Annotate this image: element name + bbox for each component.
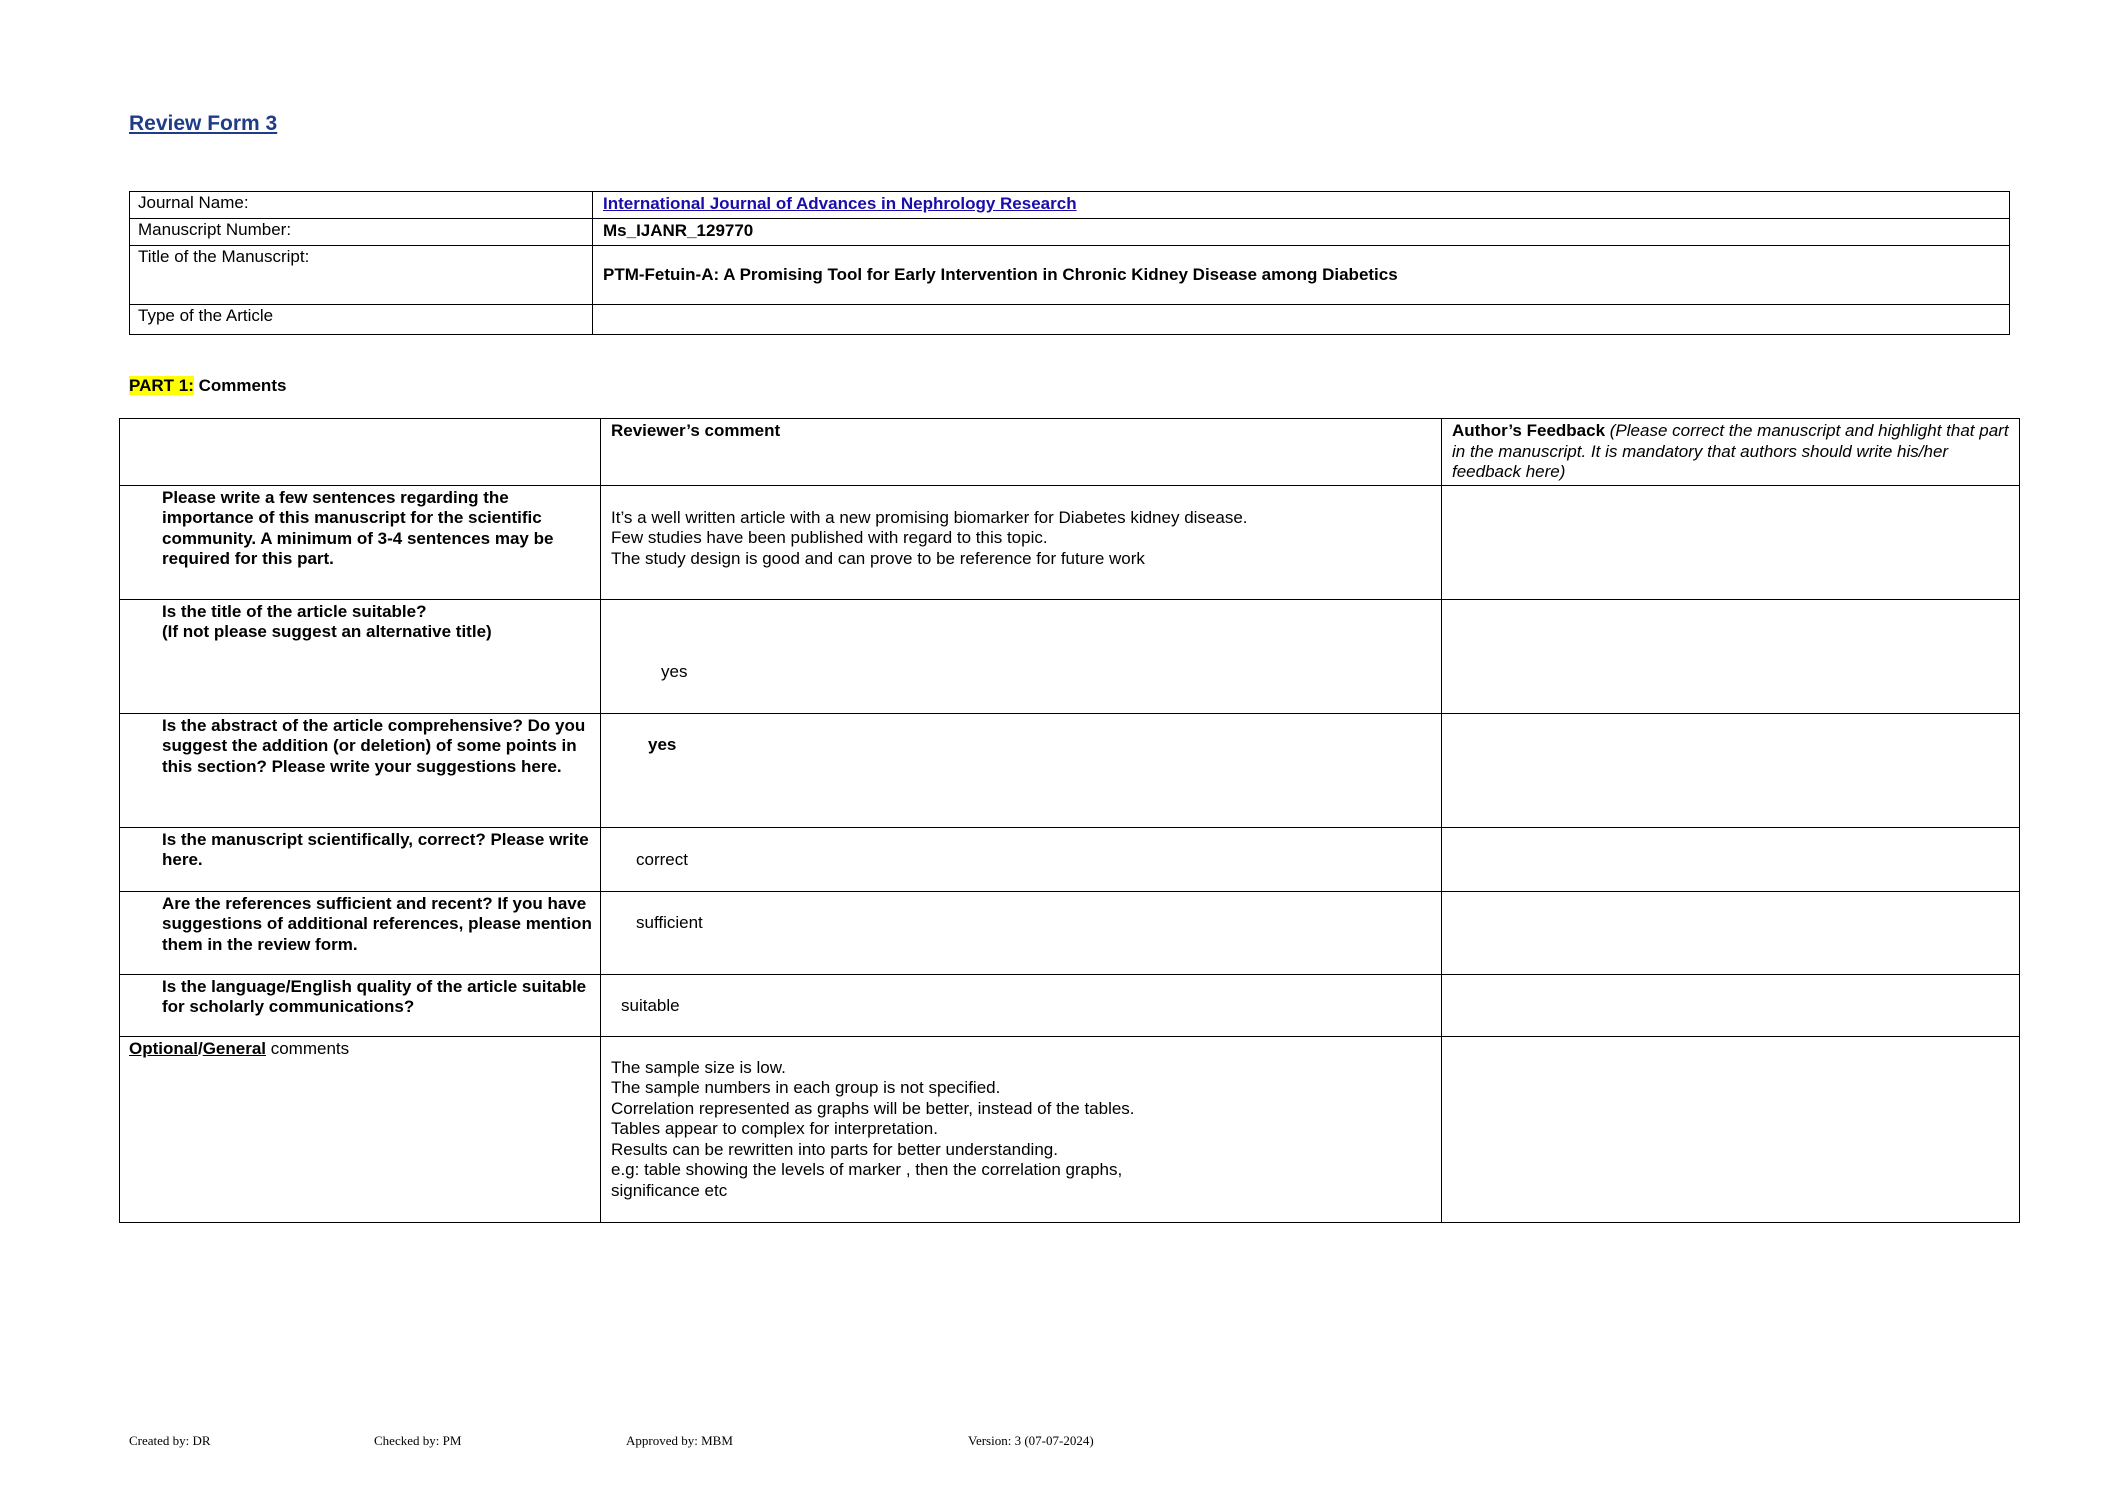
- manuscript-number-value: Ms_IJANR_129770: [593, 219, 2010, 246]
- author-feedback-references[interactable]: [1442, 891, 2020, 974]
- question-row-abstract: [120, 713, 2020, 827]
- question-title: [120, 599, 601, 713]
- answer-language: suitable: [601, 974, 1442, 1036]
- optional-line: Correlation represented as graphs will be better, instead of the tables.: [611, 1098, 1135, 1118]
- answer-scientific: correct: [601, 827, 1442, 891]
- optional-comments-text: [601, 1036, 1442, 1222]
- article-type-row: [130, 305, 2010, 335]
- answer-line: It’s a well written article with a new promising biomarker for Diabetes kidney disease.: [611, 507, 1248, 527]
- author-feedback-abstract[interactable]: [1442, 713, 2020, 827]
- manuscript-number-label: Manuscript Number:: [130, 219, 593, 246]
- author-feedback-instructions: (Please correct the manuscript and highlight that part in the manuscript. It is mandatory that authors should write his/her feedback here): [1452, 421, 2009, 481]
- author-feedback-title: Author’s Feedback: [1452, 421, 1606, 440]
- part-title: Comments: [193, 376, 287, 395]
- question-references: Are the references sufficient and recent? If you have suggestions of additional references, please mention them in the review form.: [120, 891, 601, 974]
- author-feedback-importance[interactable]: [1442, 485, 2020, 599]
- journal-label: Journal Name:: [130, 192, 593, 219]
- part-label: PART 1:: [129, 376, 194, 395]
- optional-line: e.g: table showing the levels of marker , then the correlation graphs,: [611, 1160, 1123, 1179]
- footer-approved-by: Approved by: MBM: [626, 1433, 733, 1448]
- question-row-references: [120, 891, 2020, 974]
- general-word: General: [202, 1038, 266, 1058]
- question-row-importance: [120, 485, 2020, 599]
- author-feedback-optional[interactable]: [1442, 1036, 2020, 1222]
- question-row-language: [120, 974, 2020, 1036]
- question-line: Is the title of the article suitable?: [162, 601, 427, 621]
- manuscript-title-label: Title of the Manuscript:: [130, 246, 593, 305]
- answer-abstract: yes: [601, 713, 1442, 827]
- question-abstract: Is the abstract of the article comprehensive? Do you suggest the addition (or deletion) of some points in this section? Please write your suggestions here.: [120, 713, 601, 827]
- journal-value: [593, 192, 2010, 219]
- optional-comments-label: [120, 1036, 601, 1222]
- author-feedback-scientific[interactable]: [1442, 827, 2020, 891]
- footer-checked-by: Checked by: PM: [374, 1433, 462, 1448]
- header-blank-cell: [120, 419, 601, 486]
- comments-word: comments: [266, 1038, 350, 1058]
- question-row-scientific: [120, 827, 2020, 891]
- author-feedback-title-cell[interactable]: [1442, 599, 2020, 713]
- journal-row: [130, 192, 2010, 219]
- comments-header-row: [120, 419, 2020, 486]
- footer-version: Version: 3 (07-07-2024): [968, 1433, 1094, 1448]
- optional-slash: /: [197, 1038, 203, 1058]
- question-scientific: Is the manuscript scientifically, correct? Please write here.: [120, 827, 601, 891]
- journal-link[interactable]: International Journal of Advances in Nephrology Research: [603, 194, 1077, 213]
- answer-importance: [601, 485, 1442, 599]
- optional-comments-row: [120, 1036, 2020, 1222]
- manuscript-number-row: [130, 219, 2010, 246]
- article-type-value: [593, 305, 2010, 335]
- author-feedback-language[interactable]: [1442, 974, 2020, 1036]
- question-row-title: [120, 599, 2020, 713]
- header-author-feedback: [1442, 419, 2020, 486]
- answer-title: yes: [601, 599, 1442, 713]
- manuscript-info-table: [129, 191, 2010, 335]
- answer-references: sufficient: [601, 891, 1442, 974]
- article-type-label: Type of the Article: [130, 305, 593, 335]
- footer-created-by: Created by: DR: [129, 1433, 211, 1448]
- manuscript-title-row: [130, 246, 2010, 305]
- optional-line: Tables appear to complex for interpretation.: [611, 1119, 938, 1138]
- answer-line: The study design is good and can prove to be reference for future work: [611, 548, 1145, 568]
- optional-line: The sample numbers in each group is not specified.: [611, 1078, 1001, 1097]
- optional-line: The sample size is low.: [611, 1057, 786, 1077]
- optional-word: Optional: [129, 1038, 198, 1058]
- header-reviewer-comment: Reviewer’s comment: [601, 419, 1442, 486]
- optional-line: significance etc: [611, 1180, 728, 1200]
- question-line: (If not please suggest an alternative title): [162, 622, 492, 641]
- question-importance: Please write a few sentences regarding the importance of this manuscript for the scientific community. A minimum of 3-4 sentences may be required for this part.: [120, 485, 601, 599]
- comments-table: [119, 418, 2020, 1223]
- manuscript-title-value: PTM-Fetuin-A: A Promising Tool for Early Intervention in Chronic Kidney Disease among Diabetics: [593, 246, 2010, 305]
- part-1-heading: [129, 376, 286, 396]
- form-title: Review Form 3: [129, 112, 278, 135]
- question-language: Is the language/English quality of the article suitable for scholarly communications?: [120, 974, 601, 1036]
- answer-line: Few studies have been published with regard to this topic.: [611, 528, 1048, 547]
- optional-line: Results can be rewritten into parts for better understanding.: [611, 1139, 1058, 1159]
